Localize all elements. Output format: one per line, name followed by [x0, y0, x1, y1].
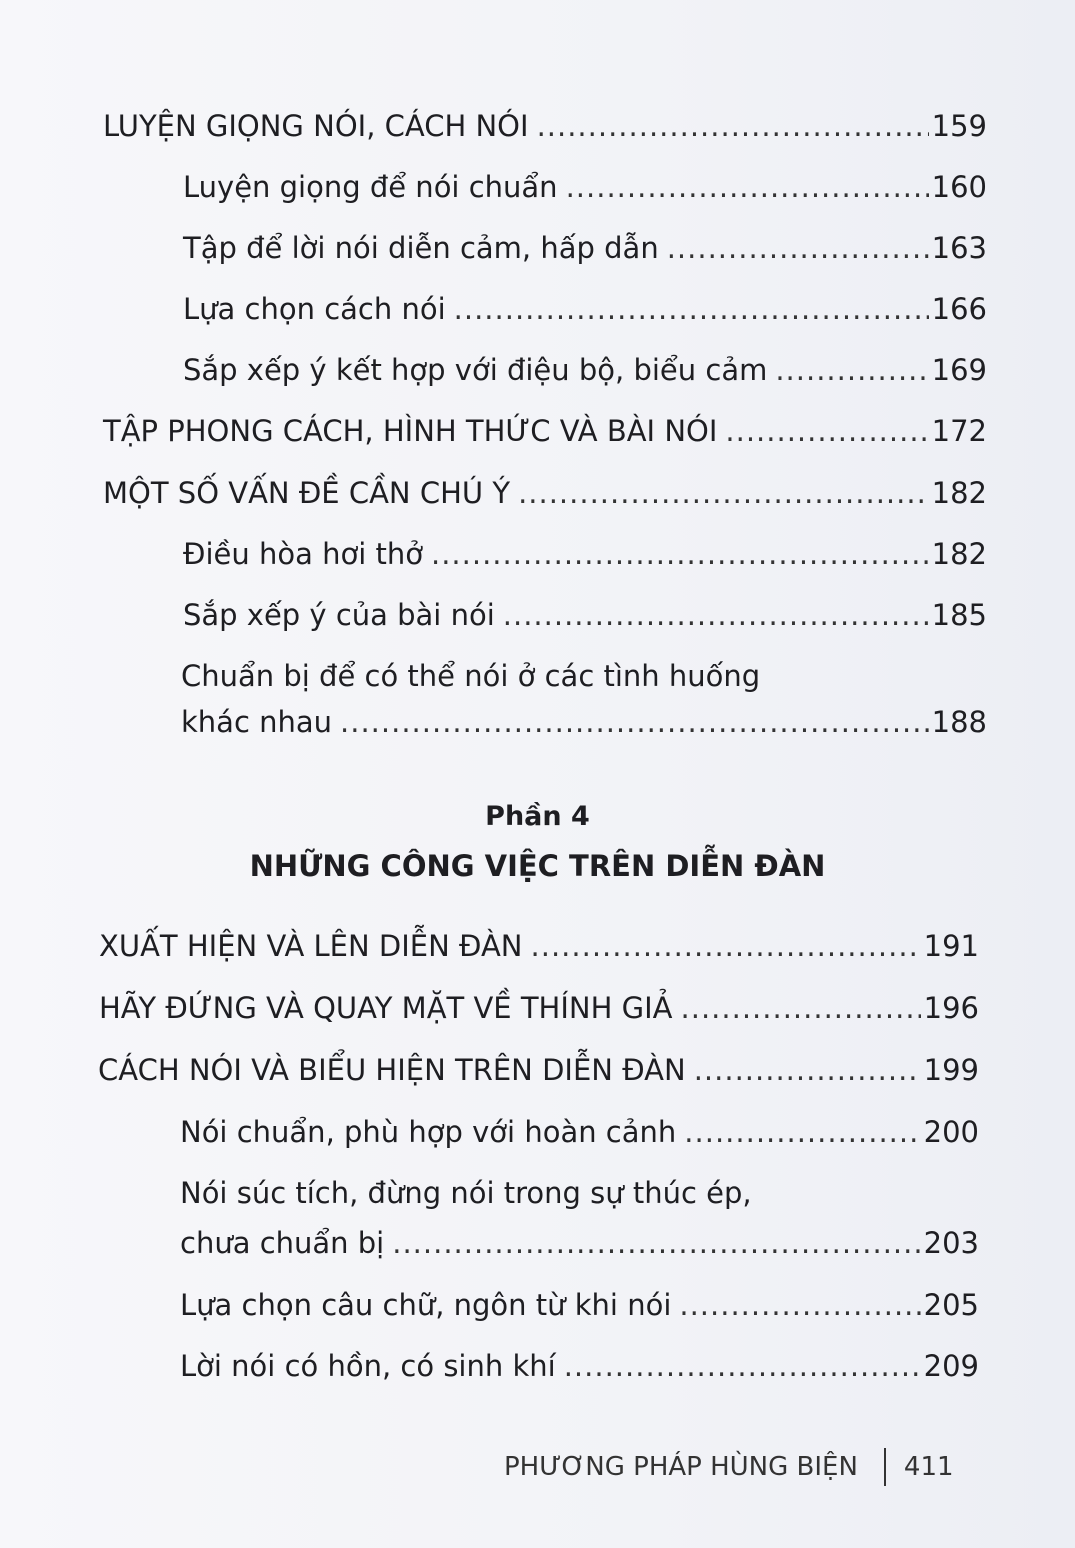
toc-entry: [0, 109, 987, 143]
leader-dots: [531, 929, 921, 963]
toc-entry: [0, 991, 979, 1025]
toc-entry-title: Sắp xếp ý của bài nói: [183, 598, 495, 632]
toc-entry-title: CÁCH NÓI VÀ BIỂU HIỆN TRÊN DIỄN ĐÀN: [98, 1053, 686, 1087]
toc-entry-title: Nói chuẩn, phù hợp với hoàn cảnh: [180, 1115, 677, 1149]
toc-entry-page: 159: [931, 109, 987, 143]
toc-entry-title: XUẤT HIỆN VÀ LÊN DIỄN ĐÀN: [99, 929, 523, 963]
footer-divider: [884, 1448, 886, 1486]
toc-entry-page: 185: [931, 598, 987, 632]
toc-entry-page: 205: [923, 1288, 979, 1322]
leader-dots: [503, 598, 929, 632]
leader-dots: [775, 353, 928, 387]
toc-entry-title: Lựa chọn cách nói: [183, 292, 446, 326]
leader-dots: [681, 991, 921, 1025]
toc-entry-page: 196: [923, 991, 979, 1025]
leader-dots: [566, 170, 929, 204]
leader-dots: [340, 705, 929, 739]
toc-entry: [0, 1349, 979, 1383]
running-header-title: PHƯƠNG PHÁP HÙNG BIỆN: [504, 1452, 858, 1482]
toc-entry: [0, 1115, 979, 1149]
toc-entry-page: 169: [931, 353, 987, 387]
leader-dots: [454, 292, 929, 326]
toc-entry-title: Sắp xếp ý kết hợp với điệu bộ, biểu cảm: [183, 353, 768, 387]
toc-entry-title: Lời nói có hồn, có sinh khí: [180, 1349, 556, 1383]
toc-entry-title: HÃY ĐỨNG VÀ QUAY MẶT VỀ THÍNH GIẢ: [99, 991, 673, 1025]
toc-entry-page: 209: [923, 1349, 979, 1383]
toc-entry-title-line1: Nói súc tích, đừng nói trong sự thúc ép,: [180, 1176, 752, 1210]
leader-dots: [431, 537, 929, 571]
page-number: 411: [903, 1452, 954, 1482]
toc-entry-page: 200: [923, 1115, 979, 1149]
toc-entry: [0, 170, 987, 204]
toc-entry: [0, 292, 987, 326]
toc-entry-title-line2: chưa chuẩn bị: [180, 1226, 385, 1260]
toc-entry-title-line1: Chuẩn bị để có thể nói ở các tình huống: [181, 659, 761, 693]
toc-entry-title: Lựa chọn câu chữ, ngôn từ khi nói: [180, 1288, 672, 1322]
toc-entry: [0, 1288, 979, 1322]
toc-entry: [0, 414, 987, 448]
toc-entry-title: MỘT SỐ VẤN ĐỀ CẦN CHÚ Ý: [103, 476, 511, 510]
toc-entry-title: Điều hòa hơi thở: [183, 537, 423, 571]
toc-entry-page: 182: [931, 476, 987, 510]
toc-entry-title-line2: khác nhau: [181, 705, 333, 739]
leader-dots: [564, 1349, 921, 1383]
leader-dots: [694, 1053, 921, 1087]
toc-entry-page: 163: [931, 231, 987, 265]
leader-dots: [392, 1226, 920, 1260]
toc-entry: [0, 659, 987, 739]
toc-entry-page: 166: [931, 292, 987, 326]
page-footer: [504, 1448, 954, 1486]
toc-entry-page: 160: [931, 170, 987, 204]
leader-dots: [667, 231, 929, 265]
toc-entry: [0, 929, 979, 963]
toc-entry: [0, 537, 987, 571]
toc-entry-title: TẬP PHONG CÁCH, HÌNH THỨC VÀ BÀI NÓI: [103, 414, 718, 448]
leader-dots: [725, 414, 928, 448]
toc-entry-page: 172: [931, 414, 987, 448]
toc-entry: [0, 353, 987, 387]
toc-entry: [0, 476, 987, 510]
part-title: NHỮNG CÔNG VIỆC TRÊN DIỄN ĐÀN: [249, 849, 826, 883]
toc-entry-page: 188: [931, 705, 987, 739]
toc-entry: [0, 598, 987, 632]
toc-entry: [0, 231, 987, 265]
toc-entry-page: 203: [923, 1226, 979, 1260]
leader-dots: [679, 1288, 920, 1322]
leader-dots: [684, 1115, 920, 1149]
toc-entry-page: 182: [931, 537, 987, 571]
toc-entry-title: Tập để lời nói diễn cảm, hấp dẫn: [183, 231, 659, 265]
toc-entry-page: 199: [923, 1053, 979, 1087]
toc-entry-title: LUYỆN GIỌNG NÓI, CÁCH NÓI: [103, 109, 529, 143]
toc-entry: [0, 1053, 979, 1087]
toc-entry: [0, 1176, 979, 1260]
part-label: Phần 4: [485, 801, 590, 832]
leader-dots: [518, 476, 929, 510]
toc-entry-page: 191: [923, 929, 979, 963]
leader-dots: [537, 109, 929, 143]
toc-entry-title: Luyện giọng để nói chuẩn: [183, 170, 558, 204]
